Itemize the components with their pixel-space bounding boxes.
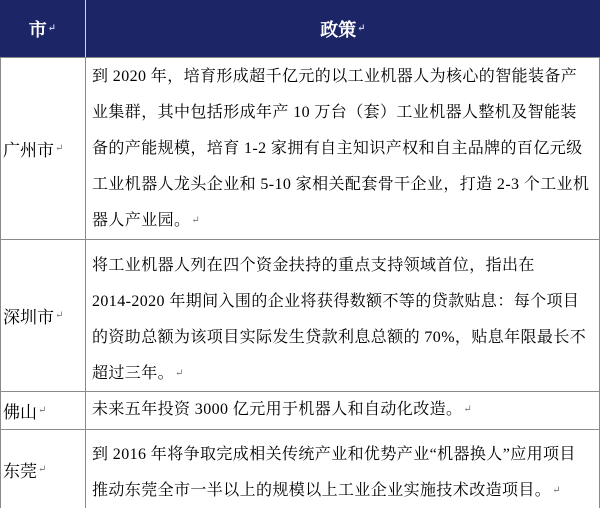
header-policy-label: 政策 <box>320 19 357 40</box>
paragraph-mark: ↵ <box>175 368 184 380</box>
paragraph-mark: ↵ <box>38 463 47 475</box>
table-header-row <box>0 0 600 58</box>
city-cell <box>0 430 86 508</box>
policy-cell <box>86 240 600 391</box>
city-name: 广州市 <box>3 141 54 160</box>
table-row <box>0 392 600 430</box>
policy-line: 将工业机器人列在四个资金扶持的重点支持领域首位，指出在 <box>92 257 535 274</box>
city-name: 东莞 <box>3 461 37 481</box>
city-name: 深圳市 <box>3 308 54 327</box>
paragraph-mark: ↵ <box>552 485 561 497</box>
header-city-label: 市 <box>28 19 47 40</box>
paragraph-mark: ↵ <box>463 404 472 416</box>
city-cell <box>0 392 86 429</box>
policy-line: 2014-2020 年期间入围的企业将获得数额不等的贷款贴息：每个项目 <box>92 293 580 310</box>
header-cell-city <box>0 0 86 57</box>
table-row <box>0 58 600 240</box>
policy-line <box>92 473 599 508</box>
policy-line-text: 未来五年投资 3000 亿元用于机器人和自动化改造。 <box>92 401 463 418</box>
header-cell-policy <box>86 0 600 57</box>
policy-line <box>92 392 599 428</box>
policy-line: 备的产能规模，培育 1-2 家拥有自主知识产权和自主品牌的百亿元级 <box>92 140 583 157</box>
policy-line: 的资助总额为该项目实际发生贷款利息总额的 70%，贴息年限最长不 <box>92 329 587 346</box>
policy-line <box>92 356 599 391</box>
policy-line <box>92 203 599 239</box>
paragraph-mark: ↵ <box>55 310 64 321</box>
policy-line: 业集群，其中包括形成年产 10 万台（套）工业机器人整机及智能装 <box>92 104 577 121</box>
policy-line-text: 推动东莞全市一半以上的规模以上工业企业实施技术改造项目。 <box>92 482 552 499</box>
city-cell <box>0 240 86 391</box>
city-name: 佛山 <box>3 403 37 422</box>
policy-line-text: 超过三年。 <box>92 365 175 382</box>
paragraph-mark: ↵ <box>357 23 366 34</box>
table-row <box>0 430 600 508</box>
policy-line-text: 器人产业园。 <box>92 212 191 229</box>
policy-cell <box>86 392 600 429</box>
paragraph-mark: ↵ <box>55 143 64 154</box>
paragraph-mark: ↵ <box>191 215 200 227</box>
paragraph-mark: ↵ <box>47 23 57 34</box>
policy-line: 到 2020 年，培育形成超千亿元的以工业机器人为核心的智能装备产 <box>92 68 578 85</box>
paragraph-mark: ↵ <box>38 405 47 416</box>
city-cell <box>0 58 86 239</box>
policy-cell <box>86 58 600 239</box>
table-row <box>0 240 600 392</box>
policy-line: 工业机器人龙头企业和 5-10 家相关配套骨干企业，打造 2-3 个工业机 <box>92 176 590 193</box>
policy-line: 到 2016 年将争取完成相关传统产业和优势产业“机器换人”应用项目 <box>92 446 576 463</box>
policy-cell <box>86 430 600 508</box>
